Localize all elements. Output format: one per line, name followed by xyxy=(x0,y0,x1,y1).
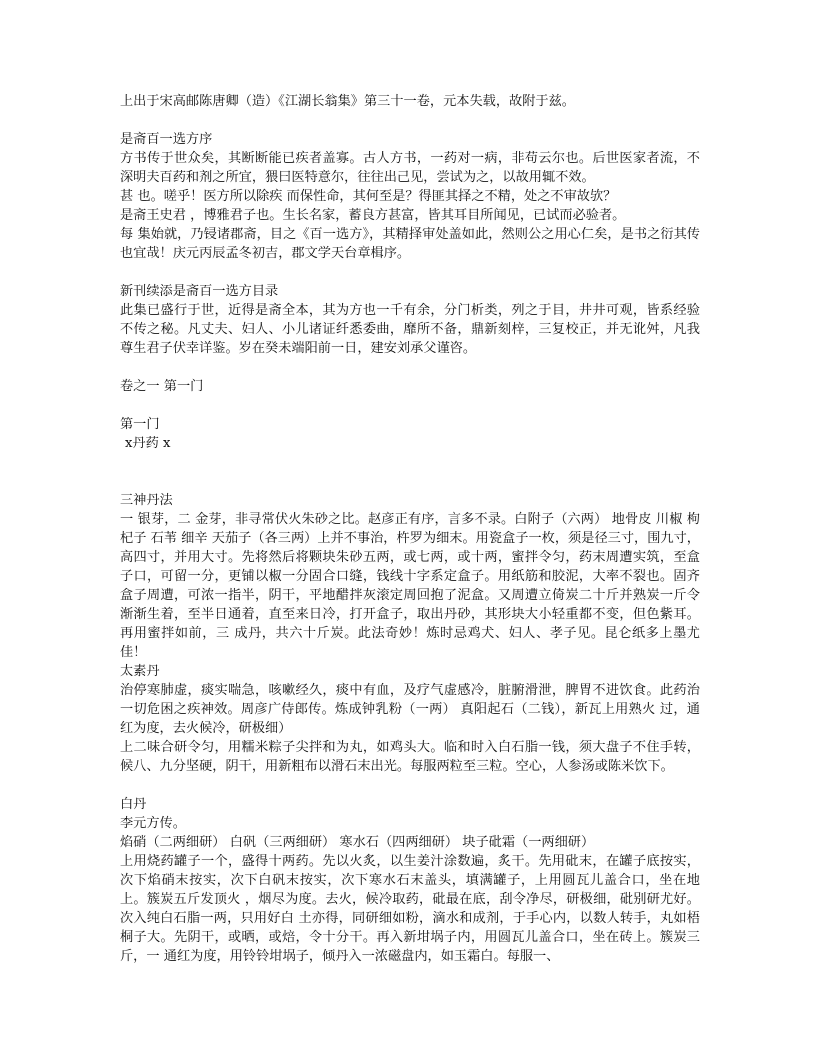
catalog-title: 新刊续添是斋百一选方目录 xyxy=(120,284,279,299)
spacer xyxy=(120,396,700,415)
spacer xyxy=(120,358,700,377)
taisu-paragraph-2: 上二味合研令匀，用糯米粽子尖拌和为丸，如鸡头大。临和时入白石脂一钱，须大盘子不住手转，候八、九分坚硬，阴干，用新粗布以滑石末出光。每服两粒至三粒。空心，人参汤或陈米饮下。 xyxy=(120,740,700,774)
baidan-title: 白丹 xyxy=(120,797,147,812)
document-page xyxy=(120,92,700,966)
taisu-paragraph-1: 治停寒肺虚，痰实喘急，咳嗽经久，痰中有血，及疗气虚感冷，脏腑滑泄，脾胃不进饮食。此药治一切危困之疾神效。周彦广侍郎传。炼成钟乳粉（一两） 真阳起石（二钱），新瓦上用熟火 过，通红为度，去火候冷，研极细） xyxy=(120,683,700,736)
spacer xyxy=(120,453,700,491)
intro-line: 上出于宋高邮陈唐卿（造）《江湖长翁集》第三十一卷，元本失载，故附于兹。 xyxy=(120,94,575,109)
spacer xyxy=(120,776,700,795)
sanshen-paragraph: 一 银芽，二 金芽，非寻常伏火朱砂之比。赵彦正有序，言多不录。白附子（六两） 地骨皮 川椒 枸杞子 石苇 细辛 天茄子（各三两）上并不事治，杵罗为细末。用瓷盒子一枚，须是径三寸，围九寸，高四寸，并用大寸。先将然后将颗块朱砂五两，或七两，或十两，蜜拌令匀，药末周遭实筑，至盒子口，可留一分，更铺以椒一分固合口缝，钱线十字系定盒子。用纸筋和胶泥，大率不裂也。固齐盒子周遭，可浓一指半，阴干，平地醋拌灰滚定周回抱了泥盒。又周遭立倚炭二十斤并熟炭一斤令渐渐生着，至半日通着，直至来日冷，打开盒子，取出丹砂，其形块大小轻重都不变，但色紫耳。再用蜜拌如前，三 成丹，共六十斤炭。此法奇妙！炼时忌鸡犬、妇人、孝子见。昆仑纸多上墨尤佳！ xyxy=(120,512,700,660)
preface-title: 是斋百一选方序 xyxy=(120,132,213,147)
baidan-paragraph: 上用烧药罐子一个，盛得十两药。先以火炙，以生姜汁涂数遍，炙干。先用砒末，在罐子底按实，次下焰硝末按实，次下白矾末按实，次下寒水石末盖头，填满罐子，上用圆瓦儿盖合口，坐在地上。簇炭五斤发顶火 ，烟尽为度。去火，候冷取药，砒最在底，刮令净尽，研极细，砒别研尤好。次入纯白石脂一两，只用好白 土亦得，同研细如粉，滴水和成剂，于手心内，以数人转手，丸如梧桐子大。先阴干，或晒，或焙，令十分干。再入新坩埚子内，用圆瓦儿盖合口，坐在砖上。簇炭三斤，一 通红为度，用铃铃坩埚子，倾丹入一浓磁盘内，如玉霜白。每服一、 xyxy=(120,854,700,964)
catalog-paragraph: 此集已盛行于世，近得是斋全本，其为方也一千有余，分门析类，列之于目，井井可观，皆系经验不传之秘。凡丈夫、妇人、小儿诸证纤悉委曲，靡所不备，鼎新刻梓，三复校正，并无讹舛，凡我尊生君子伏幸详鉴。岁在癸未端阳前一日，建安刘承父谨咨。 xyxy=(120,303,700,356)
spacer xyxy=(120,111,700,130)
baidan-ingredients: 焰硝（二两细研） 白矾（三两细研） 寒水石（四两细研） 块子砒霜（一两细研） xyxy=(120,835,595,850)
section-heading: 第一门 xyxy=(120,417,160,432)
section-subheading: x丹药 x xyxy=(125,436,171,451)
taisu-title: 太素丹 xyxy=(120,664,160,679)
sanshen-title: 三神丹法 xyxy=(120,493,173,508)
preface-paragraph-1: 方书传于世众矣，其断断能已疾者盖寡。古人方书，一药对一病，非苟云尔也。后世医家者流，不深明夫百药和剂之所宜，猥曰医特意尔，往往出己见，尝试为之，以故用辄不效。 xyxy=(120,151,700,185)
preface-paragraph-3: 是斋王史君 ，博雅君子也。生长名家，蓄良方甚富，皆其耳目所闻见，已试而必验者。 xyxy=(120,208,626,223)
preface-paragraph-4: 每 集始就，乃锓诸郡斋，目之《百一选方》，其精择审处盖如此，然则公之用心仁矣，是书之衍其传也宜哉！庆元丙辰孟冬初吉，郡文学天台章楫序。 xyxy=(120,227,700,261)
baidan-source: 李元方传。 xyxy=(120,816,186,831)
volume-heading: 卷之一 第一门 xyxy=(120,379,204,394)
preface-paragraph-2: 甚 也。嗟乎！医方所以除疾 而保性命，其何至是？得匪其择之不精，处之不审故欤？ xyxy=(120,189,617,204)
spacer xyxy=(120,263,700,282)
